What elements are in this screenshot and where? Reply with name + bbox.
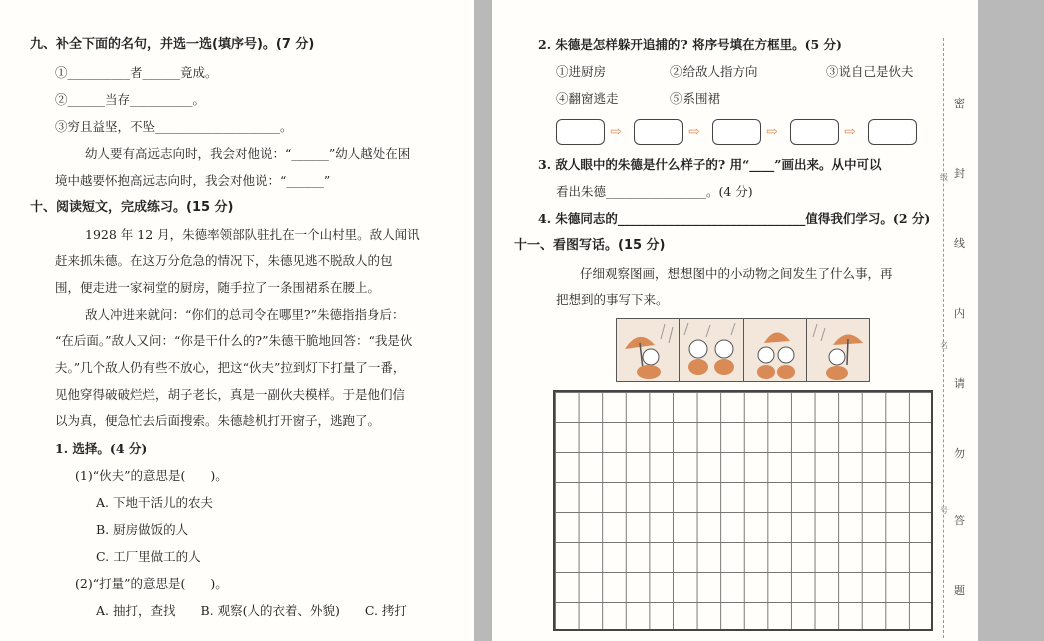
q9-line2: ②______当存__________。 — [55, 92, 206, 107]
answer-box-4[interactable] — [790, 119, 839, 145]
passage-line: “在后面。”敌人又问：“你是干什么的?”朱德干脆地回答：“我是伙 — [55, 333, 413, 348]
answer-box-5[interactable] — [868, 119, 917, 145]
binding-label: 答 — [954, 514, 965, 527]
right-arrow-icon: ⇨ — [610, 124, 622, 140]
binding-label: 线 — [954, 237, 965, 250]
binding-label: 封 — [954, 167, 965, 180]
q9-line1: ①__________者______竟成。 — [55, 65, 218, 80]
answer-box-2[interactable] — [634, 119, 683, 145]
answer-box-3[interactable] — [712, 119, 761, 145]
q2-title: 2. 朱德是怎样躲开追捕的? 将序号填在方框里。(5 分) — [538, 37, 842, 52]
passage-line: 夫。”几个敌人仍有些不放心，把这“伙夫”拉到灯下打量了一番， — [55, 360, 406, 375]
comic-panel — [744, 319, 807, 381]
answer-box-1[interactable] — [556, 119, 605, 145]
q9-title: 九、补全下面的名句，并选一选(填序号)。(7 分) — [30, 37, 315, 52]
q11-para1: 仔细观察图画，想想图中的小动物之间发生了什么事，再 — [580, 266, 893, 281]
comic-strip-image — [616, 318, 870, 382]
binding-label: 勿 — [954, 447, 965, 460]
q9-line3: ③穷且益坚，不坠____________________。 — [55, 119, 293, 134]
passage-line: 围，便走进一家祠堂的厨房，随手拉了一条围裙系在腰上。 — [55, 280, 381, 295]
right-arrow-icon: ⇨ — [766, 124, 778, 140]
q1-title: 1. 选择。(4 分) — [55, 441, 148, 456]
binding-label: 密 — [954, 97, 965, 110]
q1-option-c: C. 工厂里做工的人 — [96, 549, 201, 564]
binding-label: 内 — [954, 307, 965, 320]
q9-para1: 幼人要有高远志向时，我会对他说：“______”幼人越处在困 — [85, 146, 411, 161]
q1-option-b: B. 厨房做饭的人 — [96, 522, 189, 537]
q3-line2: 看出朱德________________。(4 分) — [556, 184, 753, 199]
q1-sub2-options: A. 抽打，查找 B. 观察(人的衣着、外貌) C. 拷打 — [96, 603, 407, 618]
passage-line: 赶来抓朱德。在这万分危急的情况下，朱德见逃不脱敌人的包 — [55, 253, 393, 268]
binding-small-label: 号 — [940, 506, 948, 515]
q11-title: 十一、看图写话。(15 分) — [514, 238, 666, 253]
binding-small-label: 级 — [940, 173, 948, 182]
binding-label: 题 — [954, 584, 965, 597]
comic-panel — [807, 319, 869, 381]
passage-line: 敌人冲进来就问：“你们的总司令在哪里?”朱德指指身后： — [85, 307, 405, 322]
right-arrow-icon: ⇨ — [688, 124, 700, 140]
passage-line: 见他穿得破破烂烂，胡子老长，真是一副伙夫模样。于是他们信 — [55, 387, 406, 402]
q2-option-1: ①进厨房 — [556, 64, 607, 79]
right-arrow-icon: ⇨ — [844, 124, 856, 140]
q11-para2: 把想到的事写下来。 — [556, 292, 669, 307]
q2-option-5: ⑤系围裙 — [670, 91, 721, 106]
q3-line1: 3. 敌人眼中的朱德是什么样子的? 用“____”画出来。从中可以 — [538, 157, 882, 172]
passage-line: 以为真，便急忙去后面搜索。朱德趁机打开窗子，逃跑了。 — [55, 413, 381, 428]
passage-line: 1928 年 12 月，朱德率领部队驻扎在一个山村里。敌人闻讯 — [85, 227, 420, 242]
q2-option-3: ③说自己是伙夫 — [826, 64, 914, 79]
binding-line — [943, 38, 944, 638]
binding-small-label: 名 — [940, 341, 948, 350]
comic-panel — [680, 319, 743, 381]
writing-grid[interactable] — [553, 390, 933, 631]
comic-panel — [617, 319, 680, 381]
q9-para2: 境中越要怀抱高远志向时，我会对他说：“______” — [55, 173, 331, 188]
binding-label: 请 — [954, 377, 965, 390]
q2-option-4: ④翻窗逃走 — [556, 91, 619, 106]
q1-sub2: (2)“打量”的意思是( )。 — [75, 576, 228, 591]
q1-sub1: (1)“伙夫”的意思是( )。 — [75, 468, 228, 483]
q1-option-a: A. 下地干活儿的农夫 — [96, 495, 213, 510]
q4-line: 4. 朱德同志的______________________________值得我们学习。(2 分) — [538, 211, 931, 226]
q10-title: 十、阅读短文，完成练习。(15 分) — [30, 200, 234, 215]
q2-option-2: ②给敌人指方向 — [670, 64, 758, 79]
